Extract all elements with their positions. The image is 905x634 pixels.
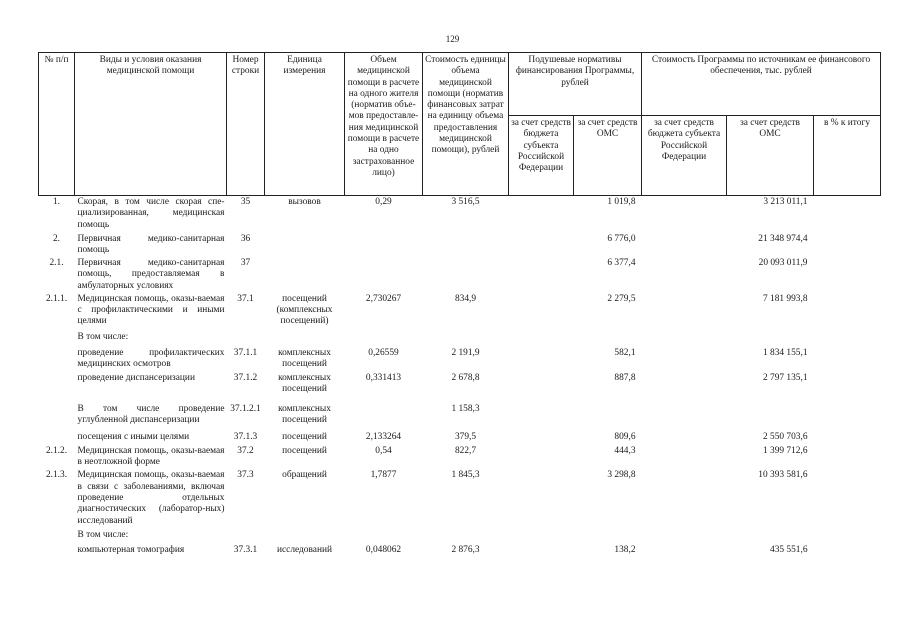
- row-unit: комплексных посещений: [278, 403, 331, 426]
- row-name: проведение диспансеризации: [77, 372, 195, 383]
- row-prog-oms: 1 399 712,6: [762, 445, 808, 456]
- row-prog-budget: [642, 331, 727, 347]
- row-pc-budget: [509, 196, 574, 233]
- row-pct: [814, 233, 881, 258]
- row-num: [39, 347, 75, 372]
- row-pc-budget: [509, 293, 574, 331]
- row-prog-budget: [642, 544, 727, 560]
- table-row: [39, 403, 881, 431]
- row-num: [39, 403, 75, 431]
- row-pc-budget: [509, 431, 574, 445]
- row-prog-oms: 1 834 155,1: [762, 347, 808, 358]
- row-pc-oms: 582,1: [614, 347, 636, 358]
- table-row: [39, 431, 881, 445]
- header-pc-budget: за счет средств бюджета субъекта Российской Федерации: [509, 116, 574, 196]
- row-prog-oms: 2 797 135,1: [762, 372, 808, 383]
- row-prog-budget: [642, 445, 727, 470]
- row-volume: 0,54: [375, 445, 392, 456]
- row-pc-budget: [509, 544, 574, 560]
- row-pct: [814, 347, 881, 372]
- row-name: Медицинская помощь, оказы-ваемая с профилактическими и иными целями: [77, 293, 225, 327]
- table-row: [39, 347, 881, 372]
- row-cost: 379,5: [454, 431, 477, 442]
- row-pct: [814, 544, 881, 560]
- row-prog-budget: [642, 196, 727, 233]
- table-row: [39, 445, 881, 470]
- row-unit: обращений: [282, 470, 327, 481]
- row-line: 35: [240, 197, 251, 207]
- row-cost: 2 876,3: [451, 545, 480, 556]
- row-volume: [345, 529, 423, 544]
- row-cost: 2 191,9: [451, 347, 480, 358]
- row-prog-budget: [642, 372, 727, 403]
- row-line: 36: [240, 233, 251, 244]
- row-pc-budget: [509, 445, 574, 470]
- table-row: [39, 233, 881, 258]
- row-cost: 1 845,3: [451, 470, 480, 481]
- row-line: 37.2: [237, 445, 254, 456]
- table-row: [39, 529, 881, 544]
- row-line: [227, 331, 265, 347]
- row-pc-oms: 887,8: [614, 372, 636, 383]
- table-row: [39, 257, 881, 293]
- row-pct: [814, 529, 881, 544]
- table-row: [39, 331, 881, 347]
- table-row: [39, 469, 881, 529]
- row-name: Первичная медико-санитарная помощь: [77, 233, 225, 255]
- header-prog-pct: в % к итогу: [814, 116, 881, 196]
- row-pc-budget: [509, 347, 574, 372]
- row-num: [39, 431, 75, 445]
- row-cost: [423, 529, 509, 544]
- row-pc-oms: 809,6: [614, 431, 636, 442]
- row-volume: [345, 257, 423, 293]
- table-row: [39, 196, 881, 233]
- header-program-cost: Стоимость Программы по источникам ее финансового обеспечения, тыс. рублей: [642, 53, 881, 116]
- row-volume: 2,730267: [365, 293, 402, 304]
- row-line: 37.1.2.1: [230, 403, 261, 414]
- row-pct: [814, 257, 881, 293]
- row-unit: посещений: [282, 431, 327, 442]
- row-name: компьютерная томография: [77, 545, 185, 556]
- row-unit: комплексных посещений: [278, 372, 331, 395]
- header-prog-budget: за счет средств бюджета субъекта Российской Федерации: [642, 116, 727, 196]
- row-pc-budget: [509, 233, 574, 258]
- row-name: проведение профилактических медицинских осмотров: [77, 347, 225, 370]
- row-pc-oms: 2 279,5: [607, 293, 636, 304]
- row-line: 37: [240, 258, 251, 269]
- row-volume: 0,26559: [368, 347, 399, 358]
- table-header: [39, 53, 881, 196]
- row-num: 1.: [52, 197, 61, 207]
- row-prog-budget: [642, 257, 727, 293]
- row-prog-oms: 3 213 011,1: [763, 197, 808, 207]
- row-prog-oms: 2 550 703,6: [762, 431, 808, 442]
- row-pc-oms: 6 776,0: [607, 233, 636, 244]
- row-line: 37.3: [237, 470, 254, 481]
- row-prog-oms: 10 393 581,6: [758, 470, 808, 481]
- row-pc-oms: 444,3: [614, 445, 636, 456]
- row-unit: комплексных посещений: [278, 347, 331, 370]
- row-name: Первичная медико-санитарная помощь, предоставляемая в амбулаторных условиях: [77, 258, 225, 291]
- row-pc-oms: 3 298,8: [607, 470, 636, 481]
- row-prog-budget: [642, 529, 727, 544]
- row-pct: [814, 331, 881, 347]
- row-unit: посещений: [282, 445, 327, 456]
- row-name: В том числе:: [77, 530, 129, 541]
- row-line: 37.1.3: [233, 431, 258, 442]
- row-name: посещения с иными целями: [77, 431, 190, 442]
- row-pc-budget: [509, 403, 574, 431]
- row-prog-budget: [642, 233, 727, 258]
- row-num: [39, 372, 75, 403]
- row-num: [39, 529, 75, 544]
- row-name: Медицинская помощь, оказы-ваемая в неотложной форме: [77, 445, 225, 468]
- row-prog-oms: [727, 403, 814, 431]
- row-cost: 822,7: [454, 445, 477, 456]
- table-row: [39, 372, 881, 403]
- header-prog-oms: за счет средств ОМС: [727, 116, 814, 196]
- row-unit: вызовов: [288, 197, 321, 207]
- row-line: 37.3.1: [233, 545, 258, 556]
- row-unit: [265, 529, 345, 544]
- row-cost: 2 678,8: [451, 372, 480, 383]
- row-name: Скорая, в том числе скорая спе-циализированная, медицинская помощь: [77, 197, 225, 230]
- table-row: [39, 293, 881, 331]
- row-name: Медицинская помощь, оказы-ваемая в связи с заболеваниями, включая проведение отдельных диагностических (лаборатор-ных) исследований: [77, 470, 225, 526]
- row-unit: [265, 257, 345, 293]
- row-prog-oms: [727, 529, 814, 544]
- row-num: 2.1.1.: [45, 293, 68, 304]
- header-volume: Объем медицинской помощи в расчете на одного жителя (норматив объе-мов предоставле-ния медицинской помощи в расчете на одно застрахованное лицо): [345, 53, 423, 196]
- row-num: [39, 544, 75, 560]
- row-prog-budget: [642, 347, 727, 372]
- row-num: 2.1.: [49, 258, 64, 269]
- row-cost: 834,9: [454, 293, 477, 304]
- header-line: Номер строки: [227, 53, 265, 196]
- row-unit: [265, 331, 345, 347]
- row-volume: 1,7877: [370, 470, 397, 481]
- row-num: 2.1.2.: [45, 445, 68, 456]
- row-pc-oms: [574, 403, 642, 431]
- row-line: 37.1.2: [233, 372, 258, 383]
- row-pc-budget: [509, 469, 574, 529]
- row-volume: 0,331413: [365, 372, 402, 383]
- header-per-capita: Подушевые нормативы финансирования Программы, рублей: [509, 53, 642, 116]
- row-volume: [345, 331, 423, 347]
- row-pct: [814, 372, 881, 403]
- program-cost-table: [38, 52, 881, 560]
- page-number: 129: [445, 34, 460, 44]
- row-pc-oms: 6 377,4: [607, 258, 636, 269]
- row-pc-oms: 138,2: [614, 545, 636, 556]
- row-pct: [814, 431, 881, 445]
- row-name: В том числе:: [77, 331, 129, 342]
- row-unit: исследований: [276, 545, 333, 556]
- row-pct: [814, 403, 881, 431]
- header-kinds: Виды и условия оказания медицинской помощи: [75, 53, 227, 196]
- row-cost: 3 516,5: [451, 197, 480, 207]
- row-prog-budget: [642, 403, 727, 431]
- row-prog-oms: 7 181 993,8: [762, 293, 808, 304]
- header-pc-oms: за счет средств ОМС: [574, 116, 642, 196]
- row-volume: [345, 233, 423, 258]
- row-prog-oms: 435 551,6: [770, 545, 808, 556]
- row-pct: [814, 196, 881, 233]
- row-pc-oms: [574, 529, 642, 544]
- header-cost: Стоимость единицы объема медицинской помощи (норматив финансовых затрат на единицу объема предоставления медицинской помощи), рублей: [423, 53, 509, 196]
- row-prog-oms: 21 348 974,4: [758, 233, 808, 244]
- header-unit: Единица измерения: [265, 53, 345, 196]
- row-volume: [345, 403, 423, 431]
- row-prog-budget: [642, 293, 727, 331]
- row-cost: [423, 331, 509, 347]
- row-pc-oms: 1 019,8: [607, 197, 636, 207]
- row-pc-oms: [574, 331, 642, 347]
- row-prog-oms: 20 093 011,9: [758, 258, 808, 269]
- row-pc-budget: [509, 529, 574, 544]
- row-line: [227, 529, 265, 544]
- row-cost: 1 158,3: [451, 403, 480, 414]
- row-pc-budget: [509, 331, 574, 347]
- row-line: 37.1.1: [233, 347, 258, 358]
- row-line: 37.1: [237, 293, 254, 304]
- row-num: 2.: [52, 233, 61, 244]
- row-pct: [814, 293, 881, 331]
- row-unit: [265, 233, 345, 258]
- row-num: [39, 331, 75, 347]
- row-volume: 0,29: [375, 197, 392, 207]
- row-pct: [814, 469, 881, 529]
- row-name: В том числе проведение углубленной диспансеризации: [77, 403, 225, 426]
- row-cost: [423, 257, 509, 293]
- row-cost: [423, 233, 509, 258]
- row-prog-oms: [727, 331, 814, 347]
- row-unit: посещений (комплексных посещений): [276, 293, 333, 327]
- table-body: [39, 196, 881, 561]
- row-prog-budget: [642, 431, 727, 445]
- header-num: № п/п: [39, 53, 75, 196]
- row-pc-budget: [509, 372, 574, 403]
- table-row: [39, 544, 881, 560]
- row-num: 2.1.3.: [45, 470, 68, 481]
- row-volume: 0,048062: [365, 545, 402, 556]
- row-pc-budget: [509, 257, 574, 293]
- row-volume: 2,133264: [365, 431, 402, 442]
- row-prog-budget: [642, 469, 727, 529]
- row-pct: [814, 445, 881, 470]
